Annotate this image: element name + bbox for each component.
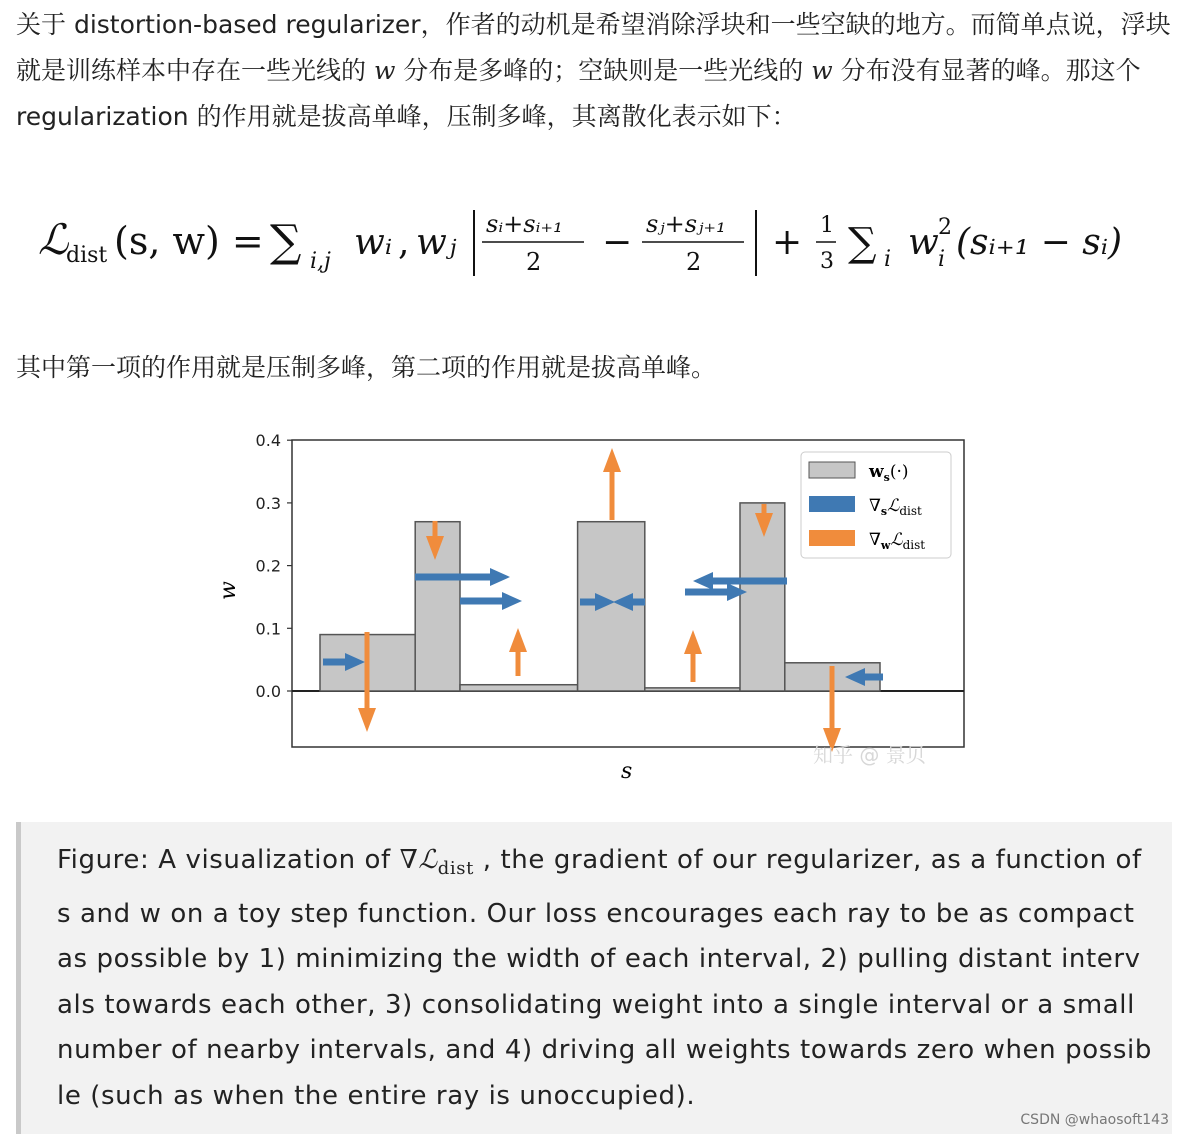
- distortion-loss-equation: [28, 192, 1158, 292]
- caption-post: , the gradient of our regularizer, as a function of s and w on a toy step function. Our loss encourages each ray to be as compact as possible by 1) minimizing the width of each interval, 2) pulling distant intervals towards each other, 3) consolidating weight into a single interval or a small number of nearby intervals, and 4) driving all weights towards zero when possible (such as when the entire ray is unoccupied).: [57, 845, 1152, 1111]
- legend-swatch-w: [809, 462, 855, 478]
- eq-L: ℒ: [38, 215, 69, 264]
- watermark-text: 知乎 @ 景贝: [813, 743, 926, 767]
- eq-w2-sup: 2: [938, 215, 952, 240]
- eq-wj: wⱼ: [416, 222, 457, 263]
- weight-bar: [460, 685, 578, 691]
- eq-frac2-den: 2: [686, 248, 702, 276]
- y-tick-label: 0.2: [255, 556, 281, 576]
- intro-w-1: w: [373, 56, 396, 85]
- legend-swatch-grad-w: [809, 530, 855, 546]
- intro-text-3: 分布没有显著的峰。那这个 regularization 的作用就是拔高单峰，压制多峰，其离散化表示如下：: [16, 56, 1141, 131]
- eq-minus: −: [602, 222, 633, 263]
- eq-comma: ,: [398, 222, 410, 263]
- eq-w2-sub: i: [938, 247, 946, 272]
- y-axis-label: w: [216, 581, 241, 600]
- legend-label-grad-s: $\nabla_sℒ_{dist}$: [869, 496, 922, 518]
- gradient-figure: [215, 420, 975, 790]
- y-tick-label: 0.1: [255, 619, 281, 639]
- eq-sum-sub: i,j: [310, 249, 331, 274]
- legend-swatch-grad-s: [809, 496, 855, 512]
- weight-bar: [645, 688, 740, 691]
- eq-sum: ∑: [270, 216, 302, 267]
- eq-wi: wᵢ: [354, 222, 393, 263]
- intro-paragraph: [16, 2, 1176, 140]
- y-tick-label: 0.0: [255, 682, 281, 701]
- y-tick-label: 0.4: [255, 431, 281, 451]
- eq-third-num: 1: [820, 213, 834, 238]
- caption-nabla: ∇: [399, 845, 419, 875]
- eq-third-den: 3: [820, 249, 834, 274]
- figure-caption-box: [16, 822, 1172, 1134]
- eq-args: (s, w) =: [114, 219, 264, 263]
- eq-frac1-den: 2: [526, 248, 542, 276]
- eq-sum2-sub: i: [884, 247, 892, 272]
- figure-caption: [57, 838, 1157, 1119]
- csdn-credit: CSDN @whaosoft143: [1020, 1112, 1169, 1128]
- weight-bar: [578, 522, 645, 691]
- x-axis-label: s: [621, 759, 633, 784]
- legend-label-w: $w_s(\cdot)$: [869, 462, 909, 484]
- eq-frac1-num: sᵢ+sᵢ₊₁: [486, 210, 563, 238]
- caption-pre: Figure: A visualization of: [57, 845, 400, 875]
- intro-w-2: w: [811, 56, 833, 85]
- eq-plus: +: [772, 222, 803, 263]
- eq-dist: dist: [66, 243, 108, 268]
- eq-frac2-num: sⱼ+sⱼ₊₁: [646, 210, 726, 238]
- intro-text-2: 分布是多峰的；空缺则是一些光线的: [395, 56, 812, 85]
- y-tick-label: 0.3: [255, 493, 281, 513]
- eq-w2: w: [908, 222, 939, 263]
- eq-tail: (sᵢ₊₁ − sᵢ): [956, 222, 1123, 263]
- eq-sum2: ∑: [848, 220, 877, 266]
- legend-label-grad-w: $\nabla_wℒ_{dist}$: [869, 530, 926, 552]
- caption-L: ℒ: [418, 845, 438, 875]
- caption-dist: dist: [437, 858, 474, 879]
- y-ticks: [256, 431, 292, 701]
- intro-text-1: 关于 distortion-based regularizer，作者的动机是希望消除浮块和一些空缺的地方。而简单点说，浮块就是训练样本中存在一些光线的: [16, 10, 1171, 85]
- explanation-paragraph: 其中第一项的作用就是压制多峰，第二项的作用就是拔高单峰。: [16, 353, 717, 382]
